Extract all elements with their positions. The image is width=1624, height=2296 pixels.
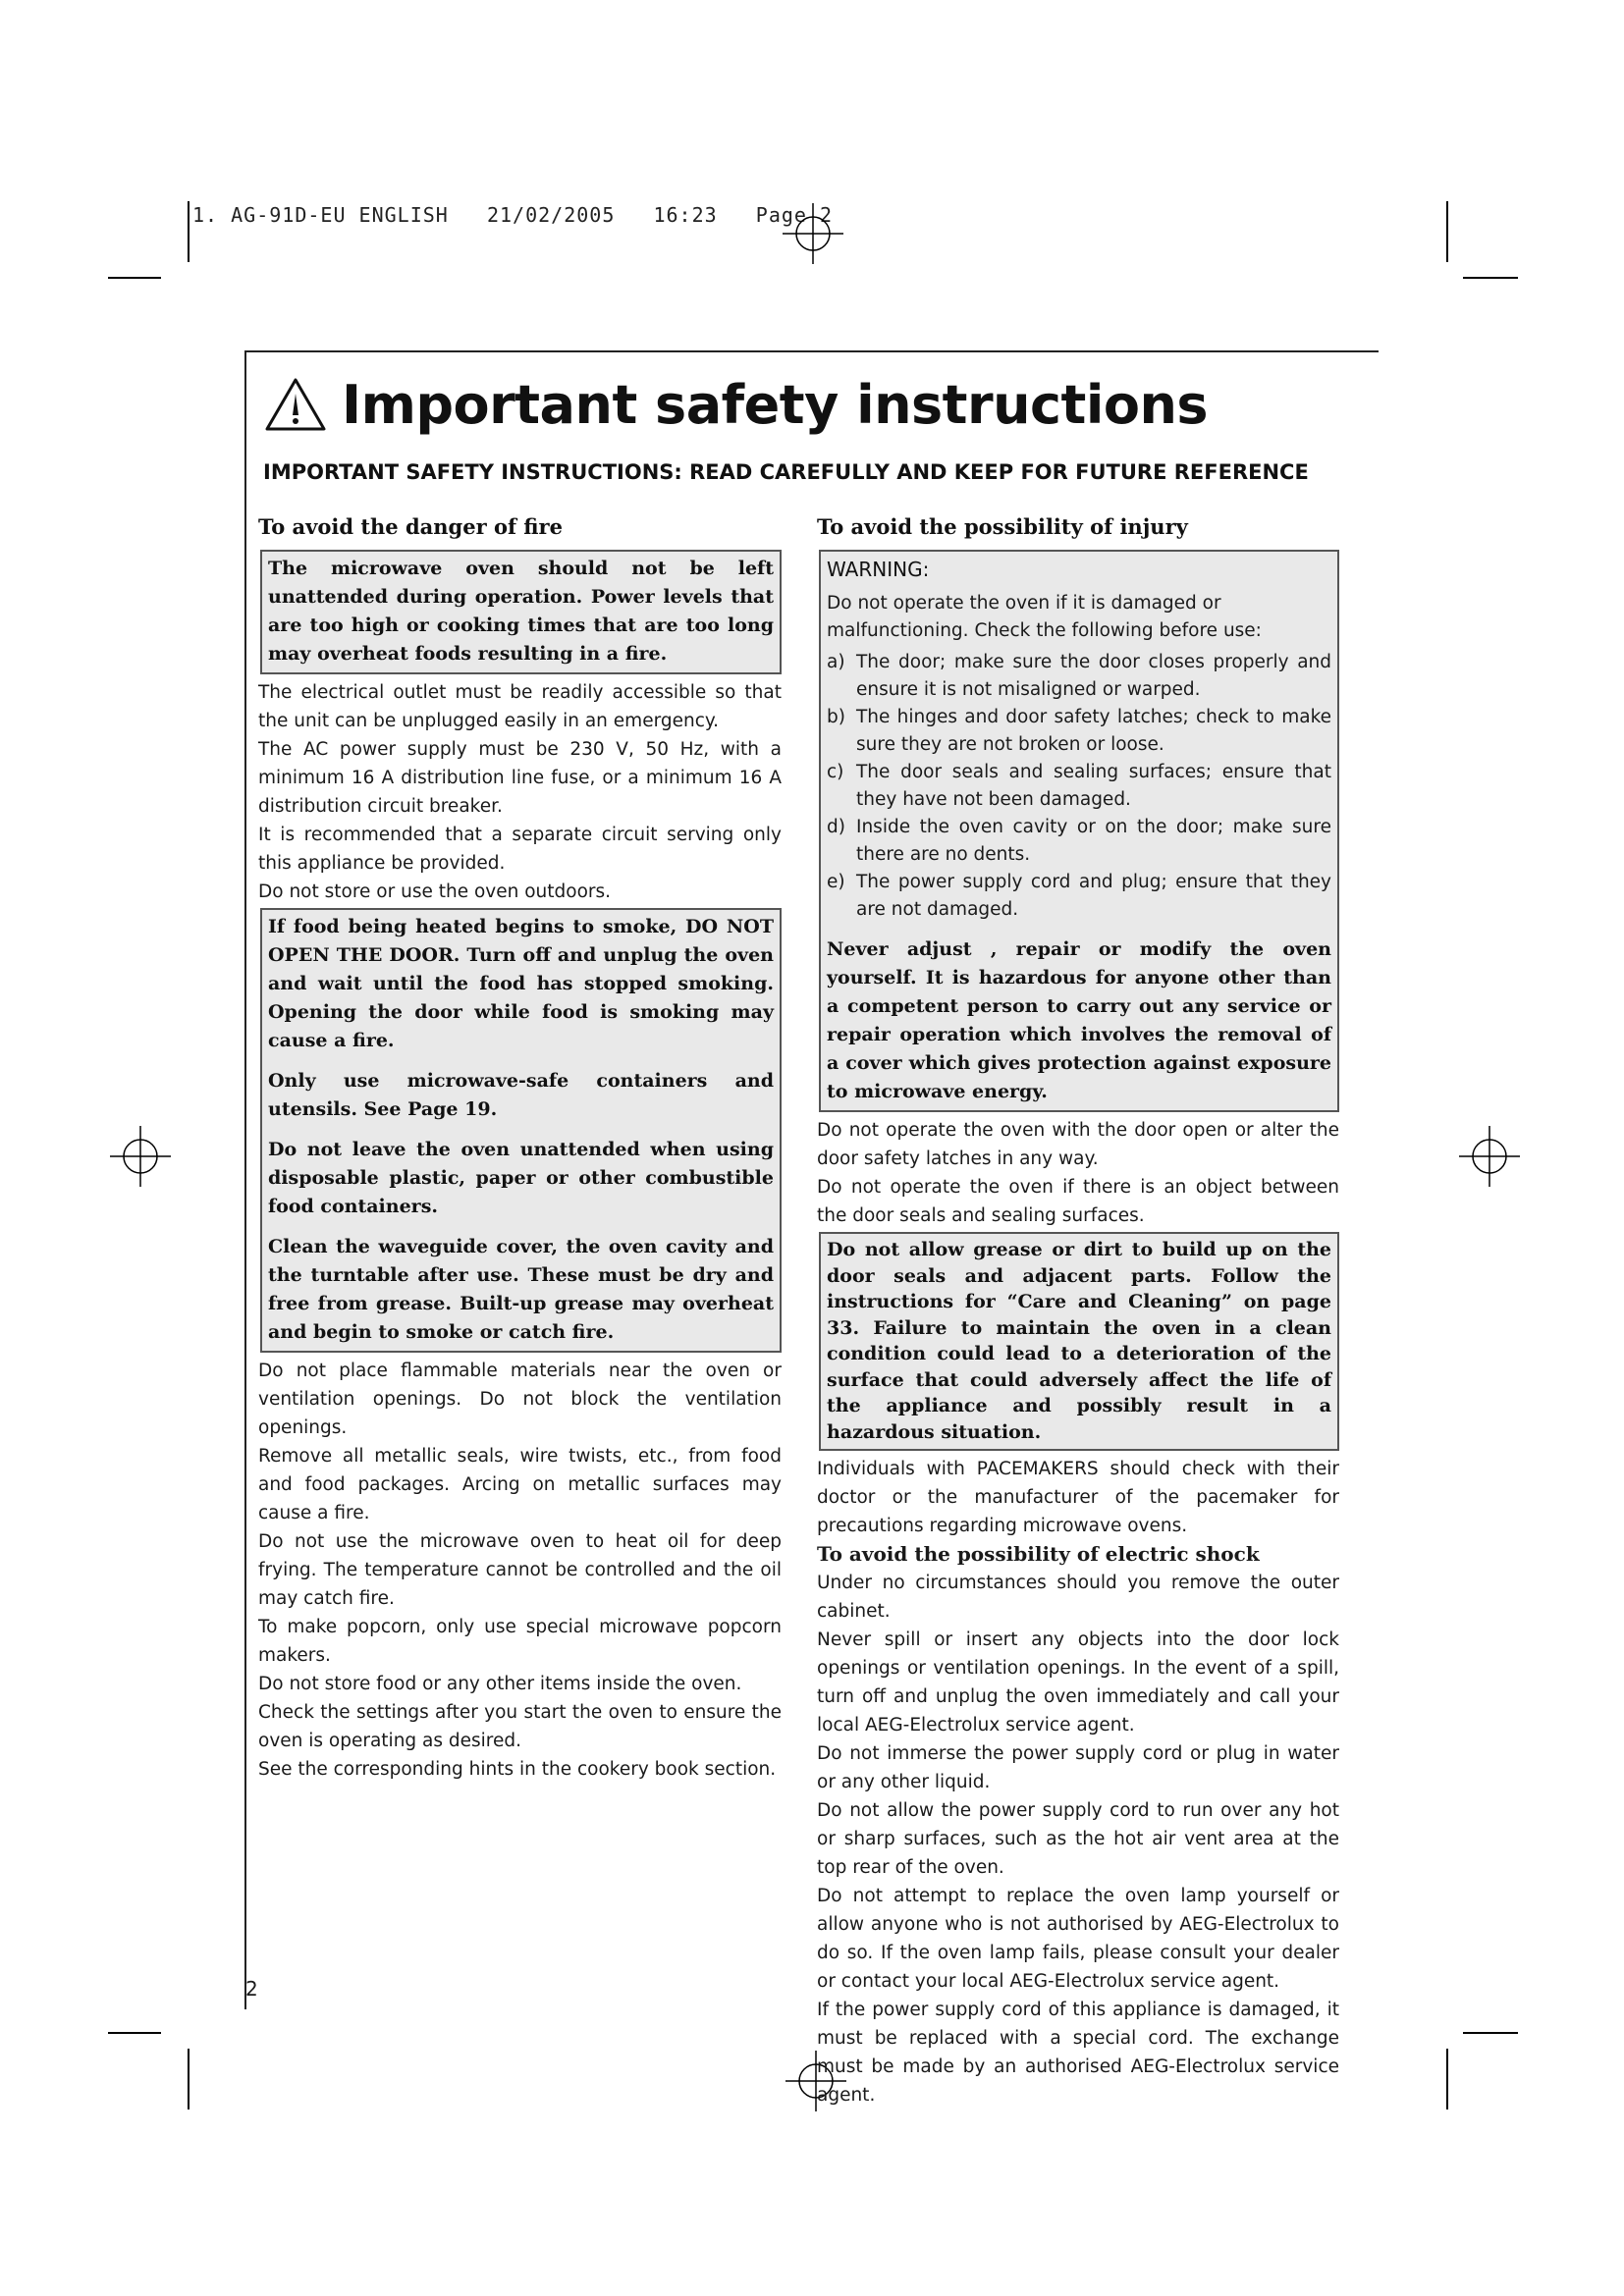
paragraph: Do not operate the oven if there is an object between the door seals and sealing surfaces. — [817, 1177, 1339, 1226]
box-text: The microwave oven should not be left unattended during operation. Power levels that are too high or cooking times that are too long may overheat foods resulting in a fire. — [268, 558, 774, 665]
paragraph: To make popcorn, only use special microwave popcorn makers. — [258, 1617, 782, 1666]
paragraph: Remove all metallic seals, wire twists, etc., from food and food packages. Arcing on metallic surfaces may cause a fire. — [258, 1446, 782, 1523]
list-item-text: The door seals and sealing surfaces; ensure that they have not been damaged. — [856, 762, 1331, 810]
paragraph: Do not attempt to replace the oven lamp yourself or allow anyone who is not authorised by AEG-Electrolux to do so. If the oven lamp fails, please consult your dealer or contact your local AEG-Electrolux service agent. — [817, 1886, 1339, 1992]
crop-mark-top-left-v — [188, 201, 189, 262]
paragraph: The electrical outlet must be readily accessible so that the unit can be unplugged easily in an emergency. — [258, 682, 782, 731]
page-frame-left-rule — [244, 350, 246, 2009]
list-item-text: The door; make sure the door closes properly and ensure it is not misaligned or warped. — [856, 652, 1331, 700]
box-text: Never adjust , repair or modify the oven yourself. It is hazardous for anyone other than a competent person to carry out any service or repair operation which involves the removal of a cover which gives protection against exposure to microwave energy. — [827, 938, 1331, 1102]
page-subtitle: IMPORTANT SAFETY INSTRUCTIONS: READ CAREFULLY AND KEEP FOR FUTURE REFERENCE — [263, 460, 1309, 484]
paragraph: It is recommended that a separate circuit serving only this appliance be provided. — [258, 825, 782, 874]
page-frame-top-rule — [244, 350, 1379, 352]
paragraph: Do not store or use the oven outdoors. — [258, 881, 612, 902]
shock-section-heading: To avoid the possibility of electric shock — [817, 1542, 1260, 1566]
check-list-item — [827, 759, 1331, 814]
page-header — [263, 365, 1208, 444]
list-item-label: d) — [827, 817, 845, 837]
registration-mark-right-icon — [1459, 1126, 1520, 1187]
injury-section-heading: To avoid the possibility of injury — [817, 514, 1188, 539]
paragraph: Under no circumstances should you remove the outer cabinet. — [817, 1573, 1339, 1622]
warning-intro: Do not operate the oven if it is damaged or malfunctioning. Check the following before use: — [827, 593, 1262, 641]
crop-mark-bottom-right-v — [1446, 2049, 1448, 2109]
fire-warning-box-2 — [260, 908, 782, 1353]
crop-mark-bottom-left-h — [108, 2032, 161, 2034]
paragraph: Do not operate the oven with the door open or alter the door safety latches in any way. — [817, 1120, 1339, 1169]
warning-triangle-icon — [263, 376, 328, 433]
paragraph: Check the settings after you start the oven to ensure the oven is operating as desired. — [258, 1702, 782, 1751]
check-list-item — [827, 704, 1331, 759]
page-title: Important safety instructions — [342, 373, 1209, 436]
list-item-label: e) — [827, 872, 845, 892]
crop-mark-top-right-h — [1463, 277, 1518, 279]
box-text: Do not allow grease or dirt to build up on the door seals and adjacent parts. Follow the instructions for “Care and Cleaning” on page 33. Failure to maintain the oven in a clean condition could lead to a deterioration of the surface that could adversely affect the life of the appliance and possibly result in a hazardous situation. — [827, 1239, 1331, 1443]
box-text: Do not leave the oven unattended when using disposable plastic, paper or other combustible food containers. — [268, 1139, 774, 1217]
fire-section-heading: To avoid the danger of fire — [258, 514, 563, 539]
paragraph: Do not store food or any other items inside the oven. — [258, 1674, 742, 1694]
crop-mark-bottom-right-h — [1463, 2032, 1518, 2034]
paragraph: Do not use the microwave oven to heat oil for deep frying. The temperature cannot be controlled and the oil may catch fire. — [258, 1531, 782, 1609]
paragraph: If the power supply cord of this appliance is damaged, it must be replaced with a special cord. The exchange must be made by an authorised AEG-Electrolux service agent. — [817, 2000, 1339, 2106]
list-item-label: a) — [827, 652, 845, 672]
check-list-item — [827, 869, 1331, 924]
list-item-text: The power supply cord and plug; ensure that they are not damaged. — [856, 872, 1331, 920]
right-column — [817, 510, 1339, 2109]
crop-mark-bottom-left-v — [188, 2049, 189, 2109]
check-list-item — [827, 649, 1331, 704]
paragraph: Do not place flammable materials near the oven or ventilation openings. Do not block the ventilation openings. — [258, 1361, 782, 1438]
paragraph: Never spill or insert any objects into the door lock openings or ventilation openings. In the event of a spill, turn off and unplug the oven immediately and call your local AEG-Electrolux service agent. — [817, 1629, 1339, 1735]
crop-mark-top-right-v — [1446, 201, 1448, 262]
box-text: If food being heated begins to smoke, DO NOT OPEN THE DOOR. Turn off and unplug the oven and wait until the food has stopped smoking. Opening the door while food is smoking may cause a fire. — [268, 916, 774, 1051]
cleaning-warning-box — [819, 1232, 1339, 1451]
warning-label: WARNING: — [827, 558, 930, 581]
registration-mark-top-icon — [783, 203, 843, 264]
registration-mark-left-icon — [110, 1126, 171, 1187]
box-text: Only use microwave-safe containers and utensils. See Page 19. — [268, 1070, 774, 1120]
paragraph: Do not allow the power supply cord to run over any hot or sharp surfaces, such as the hot air vent area at the top rear of the oven. — [817, 1800, 1339, 1878]
page-number: 2 — [245, 1977, 258, 2001]
list-item-label: c) — [827, 762, 844, 782]
box-text: Clean the waveguide cover, the oven cavity and the turntable after use. These must be dry and free from grease. Built-up grease may overheat and begin to smoke or catch fire. — [268, 1236, 774, 1343]
paragraph: See the corresponding hints in the cookery book section. — [258, 1759, 777, 1780]
paragraph: The AC power supply must be 230 V, 50 Hz, with a minimum 16 A distribution line fuse, or a minimum 16 A distribution circuit breaker. — [258, 739, 782, 817]
list-item-label: b) — [827, 707, 845, 727]
left-column — [258, 510, 782, 1784]
check-list-item — [827, 814, 1331, 869]
list-item-text: The hinges and door safety latches; check to make sure they are not broken or loose. — [856, 707, 1331, 755]
crop-mark-top-left-h — [108, 277, 161, 279]
injury-warning-box — [819, 550, 1339, 1112]
paragraph: Individuals with PACEMAKERS should check with their doctor or the manufacturer of the pacemaker for precautions regarding microwave ovens. — [817, 1459, 1339, 1536]
print-slug-line: 1. AG-91D-EU ENGLISH 21/02/2005 16:23 Page 2 — [192, 203, 834, 227]
fire-warning-box-1 — [260, 550, 782, 674]
paragraph: Do not immerse the power supply cord or plug in water or any other liquid. — [817, 1743, 1339, 1792]
list-item-text: Inside the oven cavity or on the door; make sure there are no dents. — [856, 817, 1331, 865]
